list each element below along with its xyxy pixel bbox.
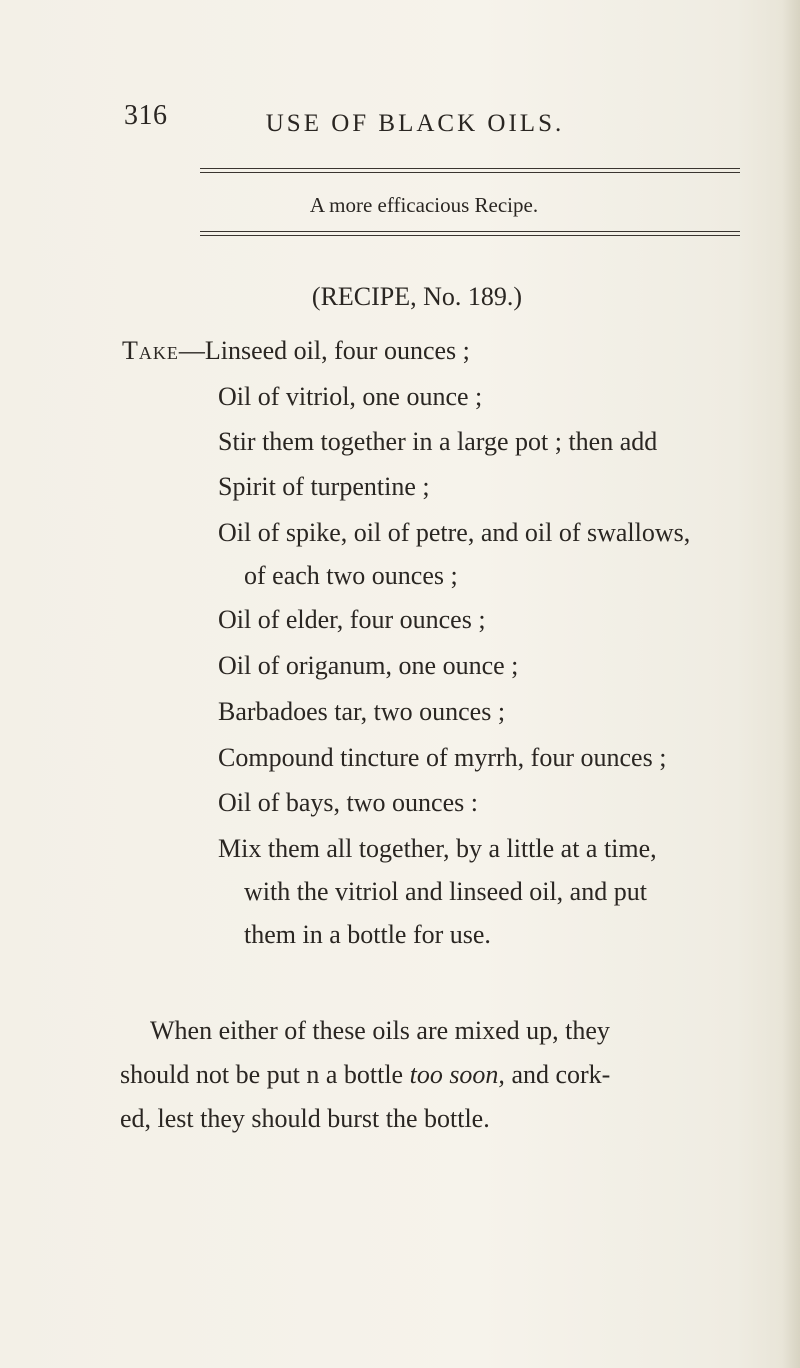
rule-top [200, 168, 740, 169]
recipe-line: Spirit of turpentine ; [218, 472, 430, 501]
recipe-line: them in a bottle for use. [244, 920, 491, 949]
subheading: A more efficacious Recipe. [309, 193, 539, 217]
rule-bottom-thin [200, 231, 740, 232]
recipe-title: (RECIPE, No. 189.) [311, 282, 523, 311]
recipe-line: of each two ounces ; [244, 561, 458, 590]
recipe-line: Compound tincture of myrrh, four ounces ; [218, 743, 667, 772]
take-lead: Take [122, 336, 179, 365]
recipe-line: Barbadoes tar, two ounces ; [218, 697, 506, 726]
note-line: ed, lest they should burst the bottle. [120, 1104, 490, 1133]
note-italic: too soon, [409, 1060, 505, 1089]
recipe-line: Oil of origanum, one ounce ; [218, 651, 519, 680]
note-line [120, 1060, 610, 1090]
recipe-line: Oil of bays, two ounces : [218, 788, 478, 817]
rule-bottom [200, 235, 740, 236]
recipe-line: with the vitriol and linseed oil, and put [244, 877, 647, 906]
recipe-line: Stir them together in a large pot ; then add [218, 427, 658, 456]
note-text: and cork- [504, 1060, 611, 1089]
recipe-line: Oil of vitriol, one ounce ; [218, 382, 483, 411]
running-head: USE OF BLACK OILS. [265, 110, 565, 137]
rule-top-thin [200, 172, 740, 173]
note-text: should not be put n a bottle [120, 1060, 410, 1089]
recipe-line: Mix them all together, by a little at a time, [218, 834, 657, 863]
note-line: When either of these oils are mixed up, they [150, 1016, 610, 1045]
recipe-line: Oil of elder, four ounces ; [218, 605, 486, 634]
recipe-line-take [122, 336, 470, 366]
take-rest: —Linseed oil, four ounces ; [178, 336, 470, 365]
page-number: 316 [124, 100, 168, 131]
recipe-line: Oil of spike, oil of petre, and oil of swallows, [218, 518, 691, 547]
